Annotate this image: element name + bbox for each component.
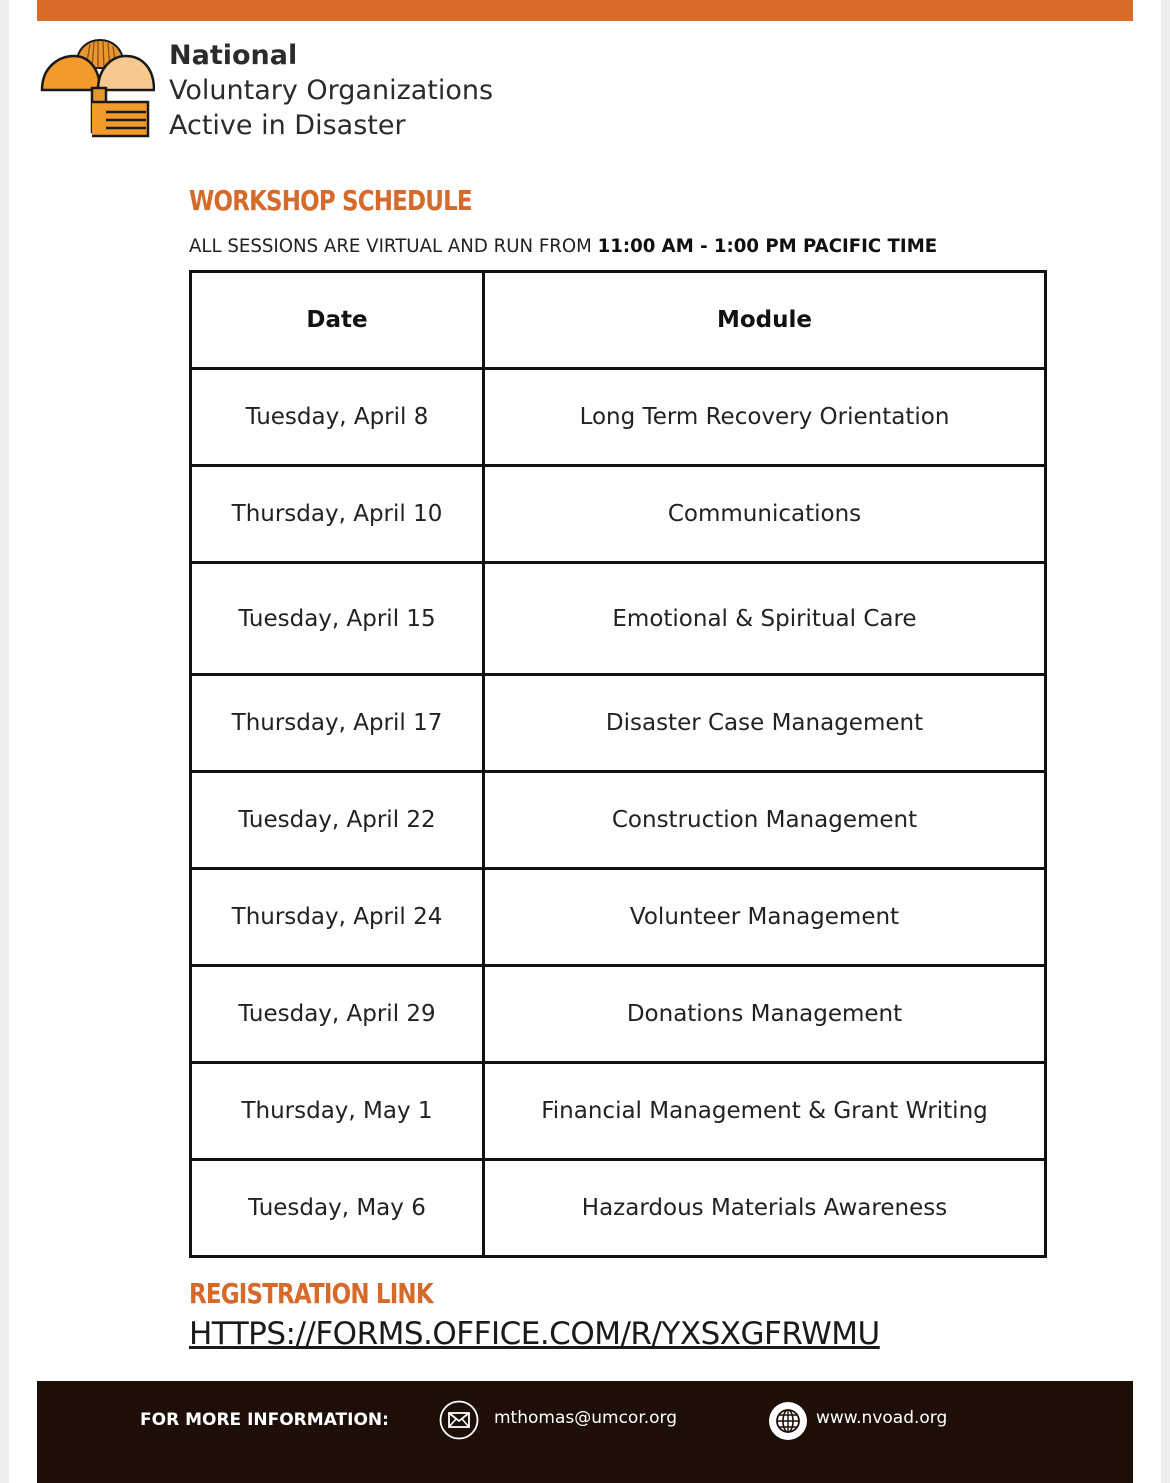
table-row [191, 966, 1046, 1063]
table-row [191, 772, 1046, 869]
header-date: Date [191, 272, 484, 369]
row-date: Tuesday, April 22 [191, 772, 484, 869]
mail-icon [439, 1400, 479, 1440]
table-row [191, 563, 1046, 675]
row-module: Financial Management & Grant Writing [484, 1063, 1046, 1160]
subtitle-prefix: ALL SESSIONS ARE VIRTUAL AND RUN FROM [189, 235, 598, 257]
schedule-table [189, 270, 1047, 1258]
row-date: Thursday, April 10 [191, 466, 484, 563]
row-module: Volunteer Management [484, 869, 1046, 966]
row-date: Tuesday, May 6 [191, 1160, 484, 1257]
footer-bar [37, 1381, 1133, 1483]
table-row [191, 675, 1046, 772]
row-module: Hazardous Materials Awareness [484, 1160, 1046, 1257]
table-row [191, 1063, 1046, 1160]
table-header-row [191, 272, 1046, 369]
row-date: Tuesday, April 29 [191, 966, 484, 1063]
org-name-line2: Voluntary Organizations [169, 75, 494, 106]
row-module: Construction Management [484, 772, 1046, 869]
footer-website-link[interactable]: www.nvoad.org [816, 1408, 948, 1428]
subtitle-time: 11:00 AM - 1:00 PM PACIFIC TIME [597, 235, 938, 257]
org-name-line3: Active in Disaster [169, 110, 406, 141]
org-name [169, 38, 493, 143]
row-module: Emotional & Spiritual Care [484, 563, 1046, 675]
registration-link[interactable]: HTTPS://FORMS.OFFICE.COM/R/YXSXGFRWMU [189, 1316, 880, 1352]
registration-title: REGISTRATION LINK [189, 1277, 433, 1310]
nvoad-logo-icon [40, 38, 155, 140]
row-date: Thursday, April 24 [191, 869, 484, 966]
table-row [191, 369, 1046, 466]
row-date: Thursday, April 17 [191, 675, 484, 772]
table-row [191, 1160, 1046, 1257]
workshop-schedule-title: WORKSHOP SCHEDULE [189, 184, 472, 217]
top-accent-bar [37, 0, 1133, 21]
schedule-subtitle [189, 235, 937, 257]
globe-icon [768, 1401, 808, 1441]
table-row [191, 466, 1046, 563]
row-date: Tuesday, April 8 [191, 369, 484, 466]
row-module: Donations Management [484, 966, 1046, 1063]
org-name-line1: National [169, 40, 298, 71]
table-row [191, 869, 1046, 966]
header-module: Module [484, 272, 1046, 369]
row-module: Communications [484, 466, 1046, 563]
footer-label: FOR MORE INFORMATION: [140, 1410, 389, 1430]
row-date: Tuesday, April 15 [191, 563, 484, 675]
row-module: Disaster Case Management [484, 675, 1046, 772]
row-module: Long Term Recovery Orientation [484, 369, 1046, 466]
footer-email-link[interactable]: mthomas@umcor.org [494, 1408, 678, 1428]
row-date: Thursday, May 1 [191, 1063, 484, 1160]
